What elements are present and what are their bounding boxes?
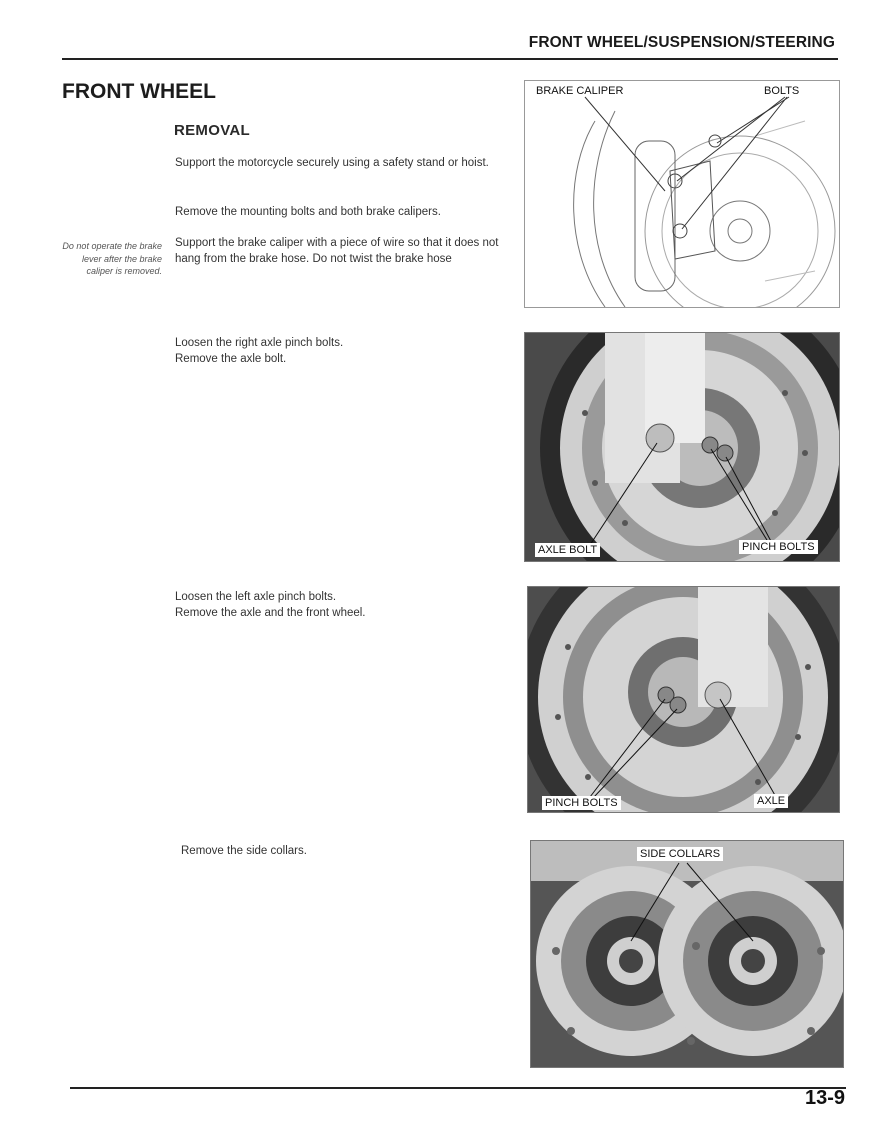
figure-brake-caliper <box>524 80 840 308</box>
step-4-text <box>175 335 515 367</box>
section-title: FRONT WHEEL <box>62 80 216 103</box>
step-3-text: Support the brake caliper with a piece of wire so that it does not hang from the brake hose. Do not twist the brake hose <box>175 237 499 265</box>
label-pinch-bolts-left: PINCH BOLTS <box>542 796 621 810</box>
bolts-leader-line-3 <box>717 97 789 143</box>
running-header: FRONT WHEEL/SUSPENSION/STEERING <box>528 34 835 51</box>
side-collars-photo <box>531 841 843 1067</box>
step-4-line-1: Loosen the right axle pinch bolts. <box>175 337 344 349</box>
step-6-text: Remove the side collars. <box>181 845 307 857</box>
step-4-line-2: Remove the axle bolt. <box>175 353 287 365</box>
left-pinch-bolts-photo <box>528 587 839 812</box>
header-rule <box>62 58 838 60</box>
label-bolts: BOLTS <box>764 85 800 97</box>
figure-axle-bolt-photo <box>524 332 840 562</box>
step-5-line-2: Remove the axle and the front wheel. <box>175 607 366 619</box>
step-5-line-1: Loosen the left axle pinch bolts. <box>175 591 337 603</box>
figure-side-collars-photo <box>530 840 844 1068</box>
caliper-leader-line <box>585 97 665 191</box>
side-note: Do not operate the brake lever after the brake caliper is removed. <box>62 241 162 276</box>
subsection-title: REMOVAL <box>174 122 250 139</box>
step-2-text: Remove the mounting bolts and both brake calipers. <box>175 206 441 218</box>
page-number: 13-9 <box>804 1087 845 1109</box>
footer-rule <box>70 1087 846 1089</box>
step-5-text <box>175 589 515 621</box>
step-1-text: Support the motorcycle securely using a safety stand or hoist. <box>175 157 489 169</box>
label-brake-caliper: BRAKE CALIPER <box>536 85 624 97</box>
label-axle: AXLE <box>754 794 788 808</box>
figure-left-pinch-bolts-photo <box>527 586 840 813</box>
brake-caliper-drawing <box>525 81 839 307</box>
label-side-collars: SIDE COLLARS <box>637 847 723 861</box>
axle-bolt-photo <box>525 333 839 561</box>
label-pinch-bolts: PINCH BOLTS <box>739 540 818 554</box>
bolts-leader-line-2 <box>682 97 787 229</box>
label-axle-bolt: AXLE BOLT <box>535 543 600 557</box>
